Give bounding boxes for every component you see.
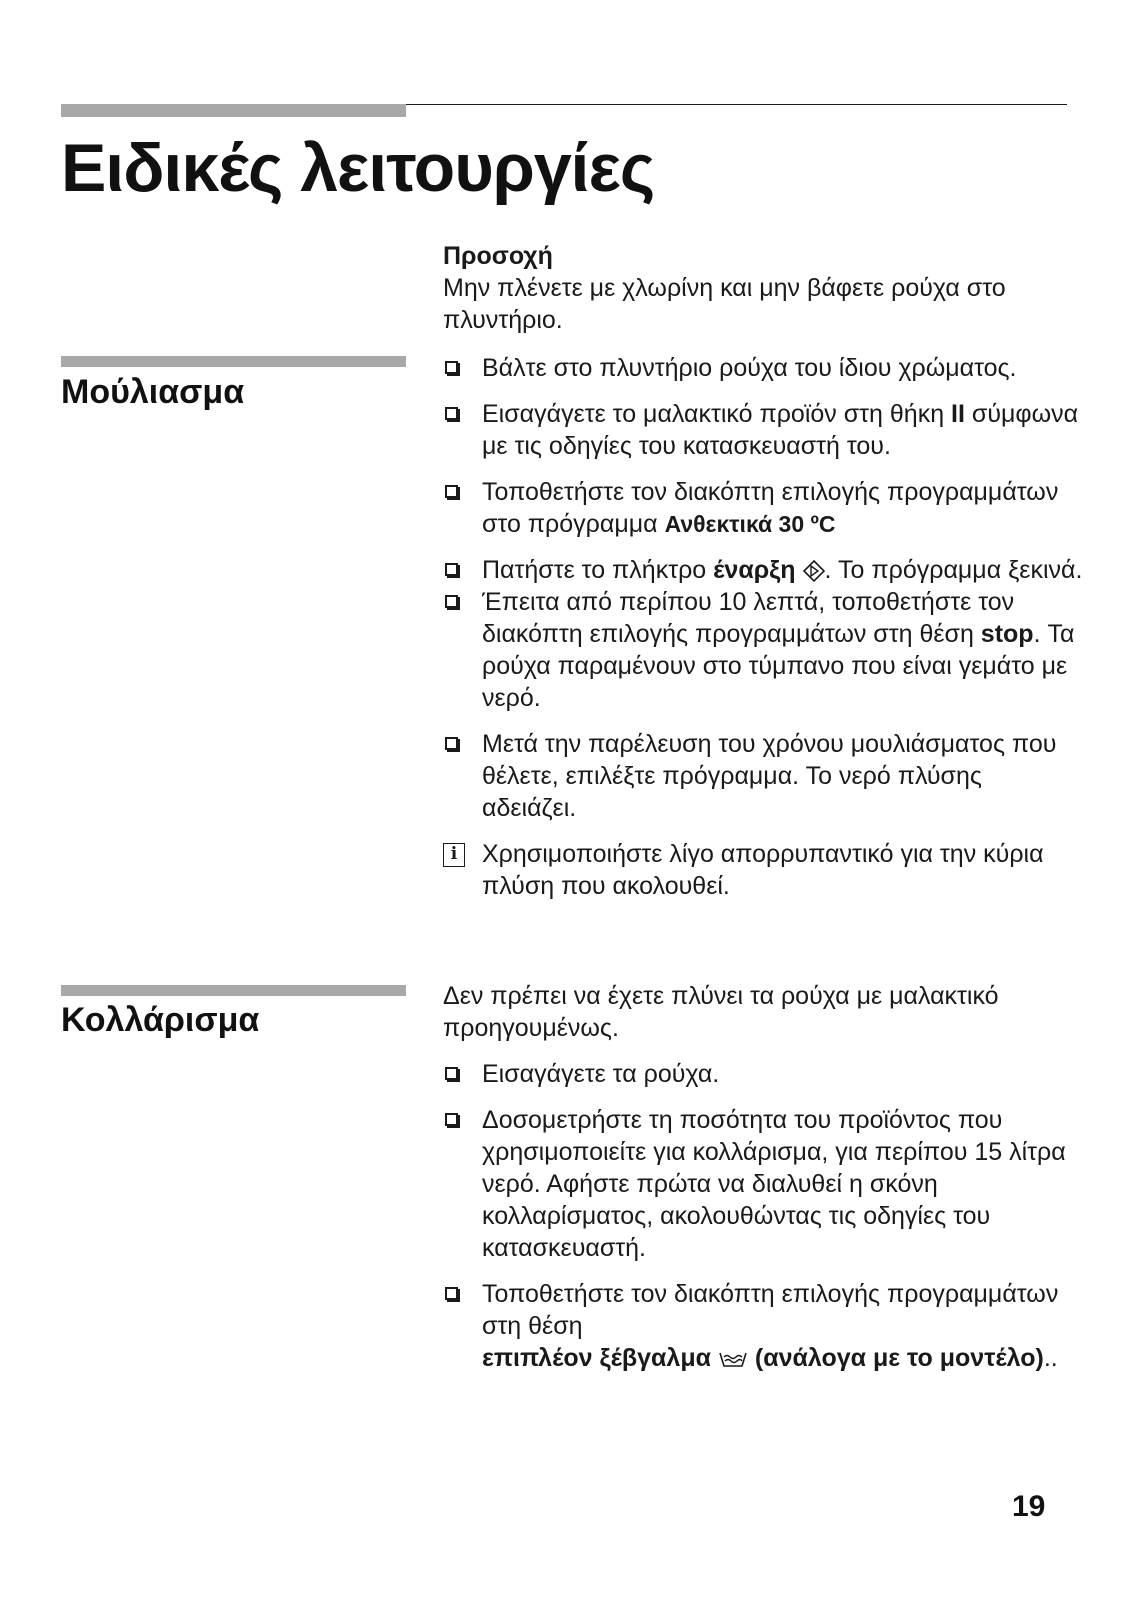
starching-step-3-model-note: (ανάλογα με το μοντέλο): [747, 1344, 1044, 1372]
warning-heading: Προσοχή: [443, 242, 553, 270]
section-title-starching: Κολλάρισμα: [61, 1001, 260, 1039]
checkbox-icon: [445, 361, 458, 374]
soaking-step-5-stop: stop: [980, 620, 1034, 648]
section-bar-starching: [61, 985, 406, 996]
soaking-step-5-tail: . Τα ρούχα παραμένουν στο τύμπανο που είναι γεμάτο με νερό.: [482, 620, 1075, 712]
info-note: [443, 838, 1083, 902]
checkbox-icon: [445, 407, 458, 420]
header-rule-thick: [61, 104, 406, 117]
warning-block: [443, 240, 1083, 336]
soaking-step-2-tail: σύμφωνα με τις οδηγίες του κατασκευαστή του.: [482, 400, 1079, 460]
soaking-step-1: Βάλτε στο πλυντήριο ρούχα του ίδιου χρώματος.: [482, 354, 1017, 382]
starching-step-1: Εισαγάγετε τα ρούχα.: [482, 1060, 720, 1088]
checkbox-icon: [445, 563, 458, 576]
starching-step-2: Δοσομετρήστε τη ποσότητα του προϊόντος που χρησιμοποιείτε για κολλάρισμα, για περίπου 15 λίτρα νερό. Αφήστε πρώτα να διαλυθεί η σκόνη κολλαρίσματος, ακολουθώντας τις οδηγίες του κατασκευαστή.: [482, 1106, 1066, 1262]
list-item: [443, 586, 1083, 714]
list-item: [443, 476, 1083, 540]
soaking-step-3-program: Ανθεκτικά 30 ºC: [664, 511, 836, 537]
soaking-step-4-tail: . Το πρόγραμμα ξεκινά.: [824, 556, 1083, 584]
soaking-step-5-text: Έπειτα από περίπου 10 λεπτά, τοποθετήστε τον διακόπτη επιλογής προγραμμάτων στη θέση: [482, 588, 1015, 648]
warning-text: Μην πλένετε με χλωρίνη και μην βάφετε ρούχα στο πλυντήριο.: [443, 274, 1006, 334]
soaking-step-3-text: Τοποθετήστε τον διακόπτη επιλογής προγραμμάτων στο πρόγραμμα: [482, 478, 1059, 538]
checkbox-icon: [445, 1287, 458, 1300]
starching-steps: [443, 980, 1083, 1374]
starching-step-3-program: επιπλέον ξέβγαλμα: [482, 1344, 711, 1372]
soaking-step-2-compartment: II: [951, 400, 965, 428]
list-item: [443, 398, 1083, 462]
checkbox-icon: [445, 737, 458, 750]
checkbox-icon: [445, 595, 458, 608]
section-bar-soaking: [61, 356, 406, 367]
list-item: [443, 728, 1083, 824]
soaking-step-4-button: έναρξη: [713, 556, 796, 584]
list-item: [443, 554, 1083, 586]
page-title: Ειδικές λειτουργίες: [61, 130, 655, 206]
checkbox-icon: [445, 485, 458, 498]
starching-intro: Δεν πρέπει να έχετε πλύνει τα ρούχα με μαλακτικό προηγουμένως.: [443, 982, 999, 1042]
soaking-steps: [443, 352, 1083, 902]
rinse-symbol-icon: [718, 1350, 748, 1368]
checkbox-icon: [445, 1067, 458, 1080]
soaking-info-text: Χρησιμοποιήστε λίγο απορρυπαντικό για την κύρια πλύση που ακολουθεί.: [482, 840, 1044, 900]
info-icon: i: [443, 843, 465, 867]
soaking-step-4-text: Πατήστε το πλήκτρο: [482, 556, 714, 584]
section-title-soaking: Μούλιασμα: [61, 373, 245, 411]
list-item: [443, 1278, 1083, 1374]
page-number: 19: [1012, 1490, 1046, 1523]
start-button-icon: [803, 560, 825, 582]
list-item: [443, 1058, 1083, 1090]
soaking-step-6: Μετά την παρέλευση του χρόνου μουλιάσματος που θέλετε, επιλέξτε πρόγραμμα. Το νερό πλύσης αδειάζει.: [482, 730, 1057, 822]
checkbox-icon: [445, 1113, 458, 1126]
starching-step-3-text: Τοποθετήστε τον διακόπτη επιλογής προγραμμάτων στη θέση: [482, 1280, 1059, 1340]
starching-step-3-tail: ..: [1043, 1344, 1058, 1372]
soaking-step-2-text: Εισαγάγετε το μαλακτικό προϊόν στη θήκη: [482, 400, 952, 428]
list-item: [443, 1104, 1083, 1264]
list-item: [443, 352, 1083, 384]
